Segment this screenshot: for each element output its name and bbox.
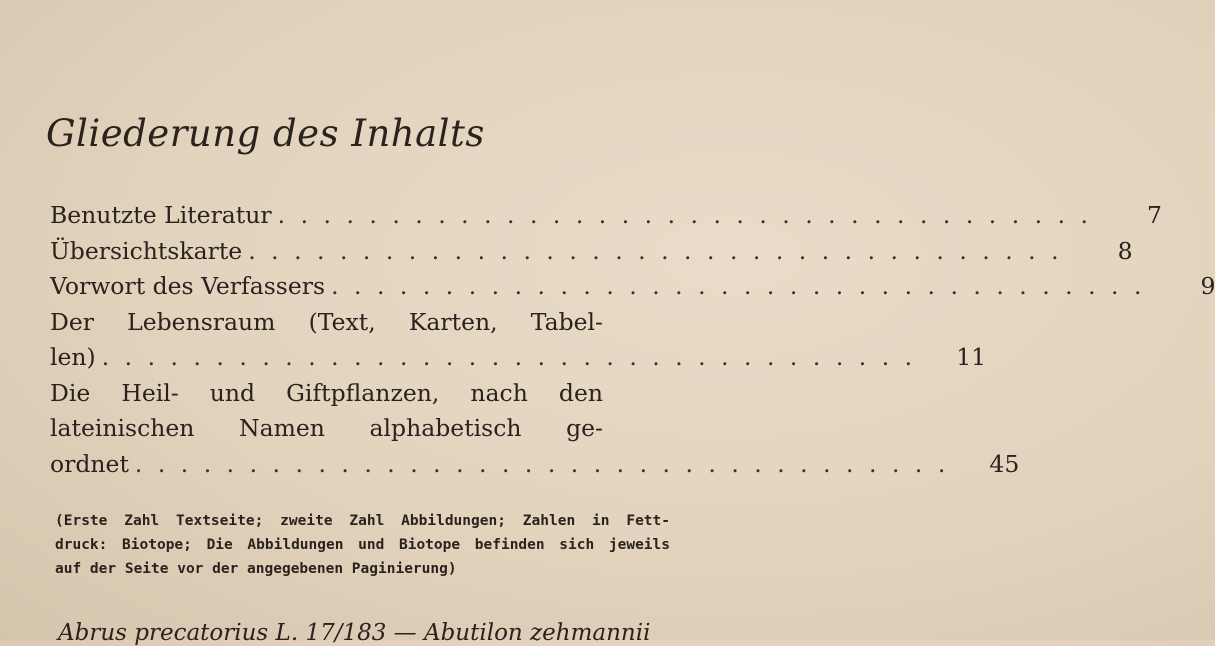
dot-leader: . . . . . . . . . . . . . . . . . . . . . . . . . . . . . . . . . . . . xyxy=(331,272,1146,300)
toc-entry-label: Übersichtskarte xyxy=(50,236,243,265)
toc-entry-lebensraum xyxy=(50,340,987,376)
footnote xyxy=(55,509,675,581)
toc-entry-pflanzen-line1: Die Heil- und Giftpflanzen, nach den xyxy=(50,378,603,407)
toc-page-number: 7 xyxy=(1147,201,1162,229)
toc-entry-label: ordnet xyxy=(50,449,129,478)
toc-entry-pflanzen xyxy=(50,447,1020,483)
toc-page-number: 9 xyxy=(1200,272,1215,300)
toc-entry-label: Benutzte Literatur xyxy=(50,201,272,229)
toc-page-number: 11 xyxy=(956,343,987,371)
toc-entry-label: len) xyxy=(50,343,96,371)
dot-leader: . . . . . . . . . . . . . . . . . . . . . . . . . . . . . . . . . . . . xyxy=(277,201,1092,229)
toc-entry-label: Vorwort des Verfassers xyxy=(50,272,326,300)
footnote-line: druck: Biotope; Die Abbildungen und Biotope befinden sich jeweils xyxy=(55,537,670,553)
dot-leader: . . . . . . . . . . . . . . . . . . . . . . . . . . . . . . . . . . . . xyxy=(134,449,950,478)
toc-entry-literatur xyxy=(50,198,1162,234)
toc-entry-pflanzen-line2: lateinischen Namen alphabetisch ge- xyxy=(50,414,603,442)
dot-leader: . . . . . . . . . . . . . . . . . . . . . . . . . . . . . . . . . . . . xyxy=(248,236,1063,265)
toc-entry-vorwort xyxy=(50,269,1215,305)
toc-page-number: 8 xyxy=(1117,236,1133,265)
cutoff-text-line: Abrus precatorius L. 17/183 — Abutilon zehmannii xyxy=(58,620,651,646)
footnote-line: auf der Seite vor der angegebenen Paginierung) xyxy=(55,561,457,577)
dot-leader: . . . . . . . . . . . . . . . . . . . . . . . . . . . . . . . . . . . . xyxy=(101,343,917,371)
table-of-contents xyxy=(50,198,1215,482)
toc-entry-lebensraum-line1: Der Lebensraum (Text, Karten, Tabel- xyxy=(50,307,603,336)
footnote-line: (Erste Zahl Textseite; zweite Zahl Abbildungen; Zahlen in Fett- xyxy=(55,513,670,529)
toc-page-number: 45 xyxy=(989,449,1020,478)
page-title: Gliederung des Inhalts xyxy=(46,112,485,155)
toc-entry-uebersichtskarte xyxy=(50,234,1133,270)
